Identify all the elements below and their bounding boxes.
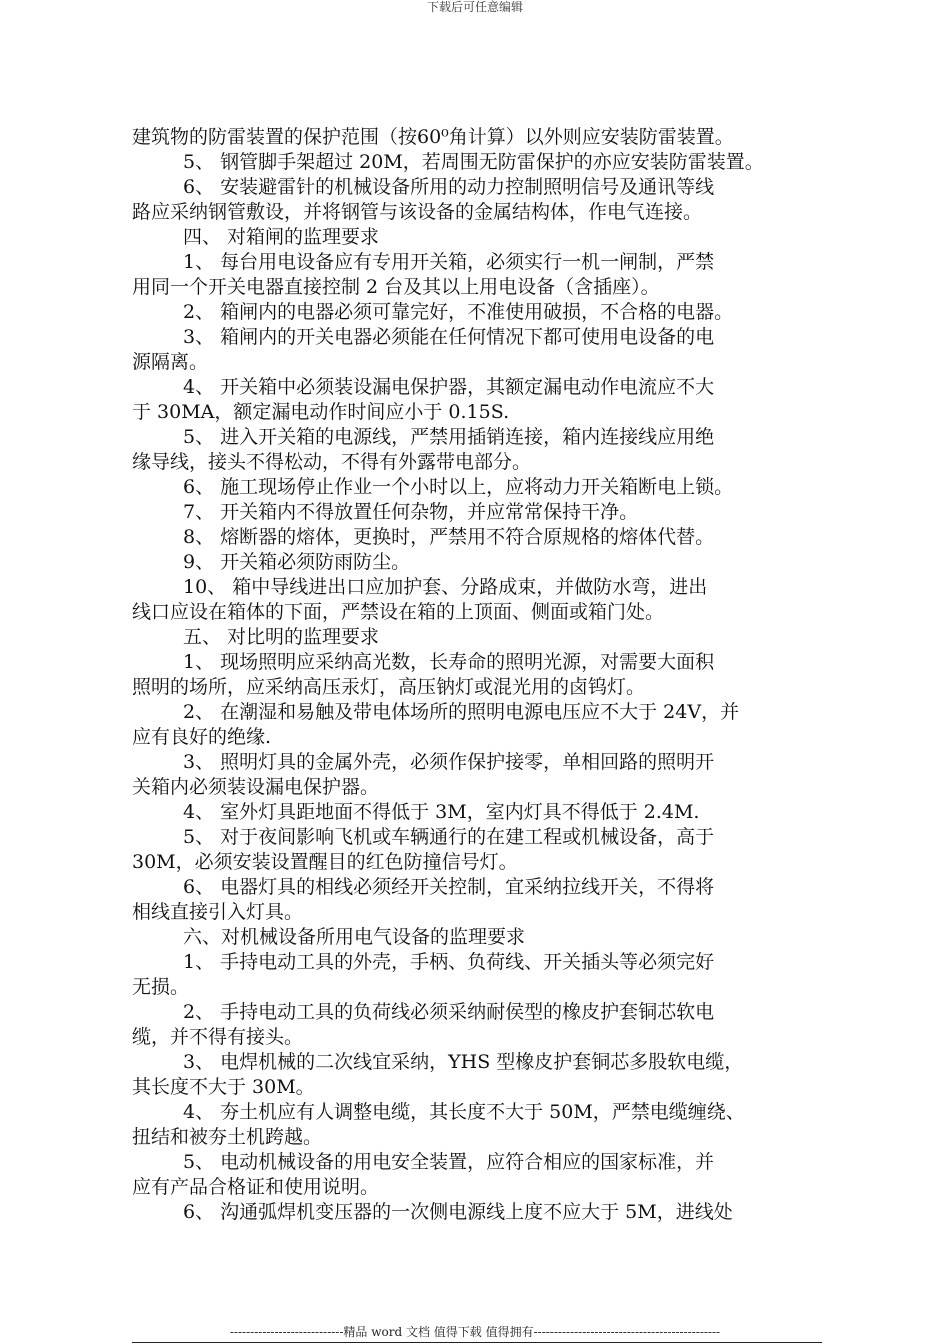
document-body [132, 125, 822, 1225]
paragraph-line: 6、 电器灯具的相线必须经开关控制，宜采纳拉线开关，不得将 [183, 876, 715, 898]
paragraph-line: 3、 照明灯具的金属外壳，必须作保护接零，单相回路的照明开 [183, 751, 715, 773]
paragraph-line: 6、 安装避雷针的机械设备所用的动力控制照明信号及通讯等线 [183, 176, 715, 198]
paragraph-line: 6、 沟通弧焊机变压器的一次侧电源线上度不应大于 5M，进线处 [183, 1201, 733, 1223]
paragraph-line: 扭结和被夯土机跨越。 [132, 1126, 323, 1148]
paragraph-line: 5、 对于夜间影响飞机或车辆通行的在建工程或机械设备，高于 [183, 826, 715, 848]
section-heading: 四、 对箱闸的监理要求 [183, 226, 380, 248]
paragraph-line: 2、 在潮湿和易触及带电体场所的照明电源电压应不大于 24V，并 [183, 701, 740, 723]
paragraph-line: 1、 每台用电设备应有专用开关箱，必须实行一机一闸制，严禁 [183, 251, 715, 273]
paragraph-line: 2、 手持电动工具的负荷线必须采纳耐侯型的橡皮护套铜芯软电 [183, 1001, 715, 1023]
paragraph-line: 3、 箱闸内的开关电器必须能在任何情况下都可使用电设备的电 [183, 326, 715, 348]
paragraph-line: 应有产品合格证和使用说明。 [132, 1176, 380, 1198]
paragraph-line: 30M，必须安装设置醒目的红色防撞信号灯。 [132, 851, 518, 873]
paragraph-line: 线口应设在箱体的下面，严禁设在箱的上顶面、侧面或箱门处。 [132, 601, 665, 623]
paragraph-line: 1、 现场照明应采纳高光数，长寿命的照明光源，对需要大面积 [183, 651, 715, 673]
paragraph-line: 用同一个开关电器直接控制 2 台及其以上用电设备（含插座）。 [132, 276, 660, 298]
paragraph-line: 9、 开关箱必须防雨防尘。 [183, 551, 411, 573]
paragraph-line: 5、 进入开关箱的电源线，严禁用插销连接，箱内连接线应用绝 [183, 426, 715, 448]
page-header: 下载后可任意编辑 [426, 0, 523, 14]
paragraph-line: 4、 开关箱中必须装设漏电保护器，其额定漏电动作电流应不大 [183, 376, 715, 398]
paragraph-line: 无损。 [132, 976, 190, 998]
section-heading: 六、对机械设备所用电气设备的监理要求 [183, 926, 526, 948]
paragraph-line: 于 30MA，额定漏电动作时间应小于 0.15S. [132, 401, 510, 423]
paragraph-line: 缘导线，接头不得松动，不得有外露带电部分。 [132, 451, 532, 473]
paragraph-line: 4、 室外灯具距地面不得低于 3M，室内灯具不得低于 2.4M. [183, 801, 700, 823]
paragraph-line: 其长度不大于 30M。 [132, 1076, 315, 1098]
paragraph-line: 3、 电焊机械的二次线宜采纳，YHS 型橡皮护套铜芯多股软电缆， [183, 1051, 744, 1073]
paragraph-line: 源隔离。 [132, 351, 209, 373]
paragraph-line: 5、 电动机械设备的用电安全装置，应符合相应的国家标准，并 [183, 1151, 715, 1173]
paragraph-line: 相线直接引入灯具。 [132, 901, 304, 923]
paragraph-line: 4、 夯土机应有人调整电缆，其长度不大于 50M，严禁电缆缠绕、 [183, 1101, 745, 1123]
paragraph-line: 8、 熔断器的熔体，更换时，严禁用不符合原规格的熔体代替。 [183, 526, 715, 548]
paragraph-line: 1、 手持电动工具的外壳，手柄、负荷线、开关插头等必须完好 [183, 951, 715, 973]
paragraph-line: 2、 箱闸内的电器必须可靠完好，不准使用破损，不合格的电器。 [183, 301, 734, 323]
footer-divider [132, 1342, 822, 1343]
paragraph-line: 10、 箱中导线进出口应加护套、分路成束，并做防水弯，进出 [183, 576, 708, 598]
paragraph-line: 6、 施工现场停止作业一个小时以上，应将动力开关箱断电上锁。 [183, 476, 734, 498]
paragraph-line: 关箱内必须装设漏电保护器。 [132, 776, 380, 798]
paragraph-line: 应有良好的绝缘. [132, 726, 272, 748]
page-footer: ----------------------------精品 word 文档 值得下载 值得拥有---------------------------------------------- [229, 1325, 721, 1339]
paragraph-line: 建筑物的防雷装置的保护范围（按60⁰角计算）以外则应安装防雷装置。 [132, 126, 734, 148]
paragraph-line: 5、 钢管脚手架超过 20M，若周围无防雷保护的亦应安装防雷装置。 [183, 151, 764, 173]
paragraph-line: 路应采纳钢管敷设，并将钢管与该设备的金属结构体，作电气连接。 [132, 201, 703, 223]
paragraph-line: 缆，并不得有接头。 [132, 1026, 304, 1048]
paragraph-line: 照明的场所，应采纳高压汞灯，高压钠灯或混光用的卤钨灯。 [132, 676, 646, 698]
section-heading: 五、 对比明的监理要求 [183, 626, 380, 648]
paragraph-line: 7、 开关箱内不得放置任何杂物，并应常常保持干净。 [183, 501, 639, 523]
